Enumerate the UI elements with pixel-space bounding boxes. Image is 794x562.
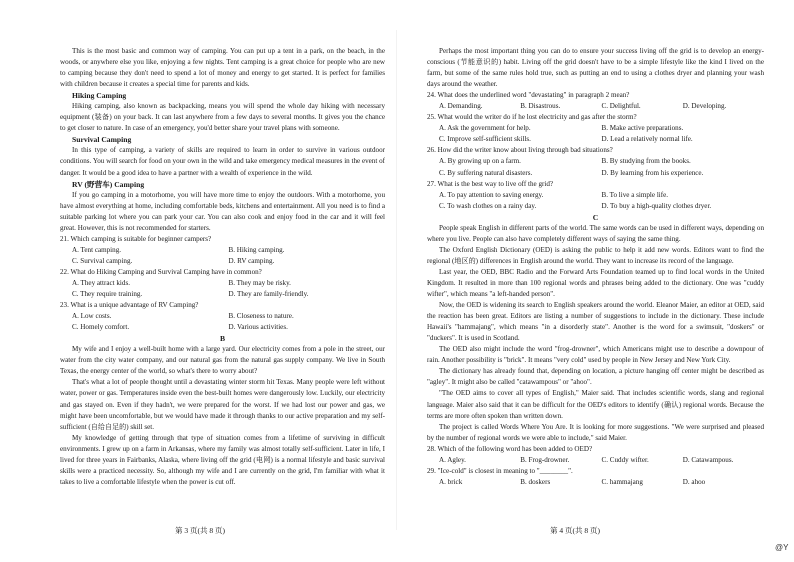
option-22-d: D. They are family-friendly. (228, 290, 309, 299)
question-25: 25. What would the writer do if he lost electricity and gas after the storm? (427, 113, 637, 122)
question-23: 23. What is a unique advantage of RV Camping? (60, 301, 199, 310)
option-25-b: B. Make active preparations. (601, 124, 684, 133)
page-number-left: 第 3 页(共 8 页) (175, 526, 225, 535)
option-24-c: C. Delightful. (601, 102, 641, 111)
option-29-c: C. hammajang (601, 477, 643, 486)
options-24 (427, 101, 764, 112)
heading-rv-camping: RV (野营车) Camping (72, 179, 145, 189)
options-21 (60, 245, 385, 267)
paragraph-c1: People speak English in different parts of the world. The same words can be used in different ways, depending on where you live. People can also have completely different ways of saying the same thing. (427, 223, 764, 243)
options-29 (427, 477, 764, 488)
paragraph-hiking: Hiking camping, also known as backpacking, means you will spend the whole day hiking with necessary equipment (装备) on your back. It can last anywhere from a few days to several months. It gives you the chance to get closer to nature. In case of an emergency, you'd better share your travel plans with someone. (60, 102, 385, 133)
option-28-a: A. Agley. (439, 455, 466, 464)
option-24-a: A. Demanding. (439, 102, 483, 111)
paragraph-c3: Last year, the OED, BBC Radio and the Forward Arts Foundation teamed up to find local words in the United Kingdom. It resulted in more than 100 regional words and phrases being added to the dictionary. One was "cuddy wifter", which means "a left-handed person". (427, 267, 764, 299)
paragraph-intro: This is the most basic and common way of camping. You can put up a tent in a park, on the beach, in the woods, or anywhere else you like, enjoying a few nights. Tent camping is a great choice for people who are new to camping because they don't need to spend a lot of money and energy to get started. It is perfect for families with children because it creates a special time for parents and kids. (60, 47, 385, 89)
paragraph-r1: Perhaps the most important thing you can do to ensure your success living off the grid is to develop an energy-conscious (节能意识的) habit. Living off the grid doesn't have to be a simple lifestyle like the kind I lived on the farm, but some of the same rules hold true, such as putting an end to using a clothes dryer and planning your wash days around the weather. (427, 47, 764, 89)
option-27-a: A. To pay attention to saving energy. (439, 190, 544, 199)
option-28-b: B. Frog-drowner. (520, 455, 570, 464)
option-22-a: A. They attract kids. (72, 278, 130, 287)
options-26 (427, 156, 764, 178)
option-26-b: B. By studying from the books. (601, 157, 691, 166)
option-22-c: C. They require training. (72, 290, 143, 299)
heading-hiking-camping: Hiking Camping (72, 91, 127, 101)
section-b-heading: B (219, 334, 226, 344)
page-number-right: 第 4 页(共 8 页) (550, 526, 600, 535)
option-23-d: D. Various activities. (228, 323, 288, 332)
question-26: 26. How did the writer know about living through bad situations? (427, 146, 613, 155)
option-21-a: A. Tent camping. (72, 245, 122, 254)
option-23-b: B. Closeness to nature. (228, 312, 294, 321)
option-25-a: A. Ask the government for help. (439, 124, 531, 133)
options-23 (60, 311, 385, 333)
paragraph-b1: My wife and I enjoy a well-built home with a large yard. Our electricity comes from a pole in the street, our water from the city water company, and our natural gas from the natural gas supply company. We live in South Texas, the energy center of the world, so what's there to worry about? (60, 345, 385, 376)
paragraph-rv: If you go camping in a motorhome, you will have more time to enjoy the outdoors. With a motorhome, you have almost everything at home, including comfortable beds, kitchens and entertainment. All you need is to find a suitable parking lot where you can park your car. You can also cook and enjoy food in the car and it will feel great. However, this is not recommended for starters. (60, 190, 385, 232)
option-28-d: D. Catawampous. (682, 455, 734, 464)
option-26-d: D. By learning from his experience. (601, 168, 704, 177)
question-22: 22. What do Hiking Camping and Survival Camping have in common? (60, 267, 262, 276)
option-21-d: D. RV camping. (228, 256, 275, 265)
options-22 (60, 278, 385, 300)
option-27-c: C. To wash clothes on a rainy day. (439, 201, 537, 210)
corner-watermark: @Y (775, 543, 789, 552)
options-25 (427, 123, 764, 145)
paragraph-survival: In this type of camping, a variety of skills are required to learn in order to survive in various outdoor conditions. You will search for food on your own in the wild and take emergency medical measures in the event of danger. It would be a good idea to have a partner with a wealth of experience in the wild. (60, 146, 385, 177)
right-page (397, 0, 794, 562)
option-21-c: C. Survival camping. (72, 256, 133, 265)
paragraph-c2: The Oxford English Dictionary (OED) is asking the public to help it add new words. Editors want to find the regional (地区的) differences in English around the world. They want to increase its record of the language. (427, 245, 764, 265)
option-23-c: C. Homely comfort. (72, 323, 130, 332)
paragraph-c8: The project is called Words Where You Are. It is looking for more suggestions. "We were surprised and pleased by the number of regional words we were able to include," said Maier. (427, 422, 764, 442)
question-21: 21. Which camping is suitable for beginner campers? (60, 234, 212, 243)
option-27-b: B. To live a simple life. (601, 190, 669, 199)
option-29-a: A. brick (439, 477, 463, 486)
options-27 (427, 190, 764, 212)
paragraph-b3: My knowledge of getting through that type of situation comes from a lifetime of surviving in difficult environments. I grew up on a farm in Arkansas, where my family was almost totally self-sufficient. Later in life, I lived for three years in Fairbanks, Alaska, where living off the grid (电网) is a normal lifestyle and basic survival skills were a practiced necessity. So, although my wife and I are currently on the grid, I'm familiar with what it takes to live a comfortable lifestyle when the power is cut off. (60, 433, 385, 486)
option-24-d: D. Developing. (682, 102, 727, 111)
heading-survival-camping: Survival Camping (72, 135, 132, 145)
option-26-c: C. By suffering natural disasters. (439, 168, 533, 177)
option-22-b: B. They may be risky. (228, 278, 291, 287)
paragraph-c6: The dictionary has already found that, depending on location, a picture hanging off center might be described as "agley". It might also be called "catawampous" or "ahoo". (427, 367, 764, 387)
question-28: 28. Which of the following word has been added to OED? (427, 444, 593, 453)
paragraph-b2: That's what a lot of people thought until a devastating winter storm hit Texas. Many people were left without water, power or gas. Temperatures inside even the best-built homes were dangerously low. Luckily, our electricity and gas stayed on. Even if they hadn't, we were prepared for the worst. If we had lost our power and gas, we might have been uncomfortable, but we would have made it through thanks to our active preparation and my self-sufficient (自给自足的) skill set. (60, 378, 385, 431)
paragraph-c7: "The OED aims to cover all types of English," Maier said. That includes scientific words, slang and regional language. Maier also said that it can be difficult for the OED's editors to identify (确认) regional words. Because the terms are more often spoken than written down. (427, 389, 764, 420)
paragraph-c5: The OED also might include the word "frog-drowner", which Americans might use to describe a downpour of rain. Another possibility is "brick". It means "very cold" used by people in New Jersey and New York City. (427, 345, 764, 365)
option-28-c: C. Cuddy wifter. (601, 455, 649, 464)
option-29-d: D. ahoo (682, 477, 706, 486)
options-28 (427, 455, 764, 466)
option-23-a: A. Low costs. (72, 312, 112, 321)
option-29-b: B. doskers (520, 477, 551, 486)
option-25-d: D. Lead a relatively normal life. (601, 135, 693, 144)
section-c-heading: C (592, 212, 599, 222)
paragraph-c4: Now, the OED is widening its search to English speakers around the world. Eleanor Maier, an editor at OED, said the reaction has been great. Editors are listing a number of suggestions to include in the dictionary. These include Hawaii's "hammajang", which means "in a disorderly state". Another is the word for a swimsuit, "doskers" or "duckers". It is used in Scotland. (427, 301, 764, 343)
option-24-b: B. Disastrous. (520, 102, 561, 111)
option-26-a: A. By growing up on a farm. (439, 157, 521, 166)
question-29: 29. "Ice-cold" is closest in meaning to "________". (427, 466, 573, 475)
question-24: 24. What does the underlined word "devastating" in paragraph 2 mean? (427, 91, 630, 100)
question-27: 27. What is the best way to live off the grid? (427, 179, 554, 188)
option-27-d: D. To buy a high-quality clothes dryer. (601, 201, 712, 210)
option-21-b: B. Hiking camping. (228, 245, 285, 254)
option-25-c: C. Improve self-sufficient skills. (439, 135, 531, 144)
